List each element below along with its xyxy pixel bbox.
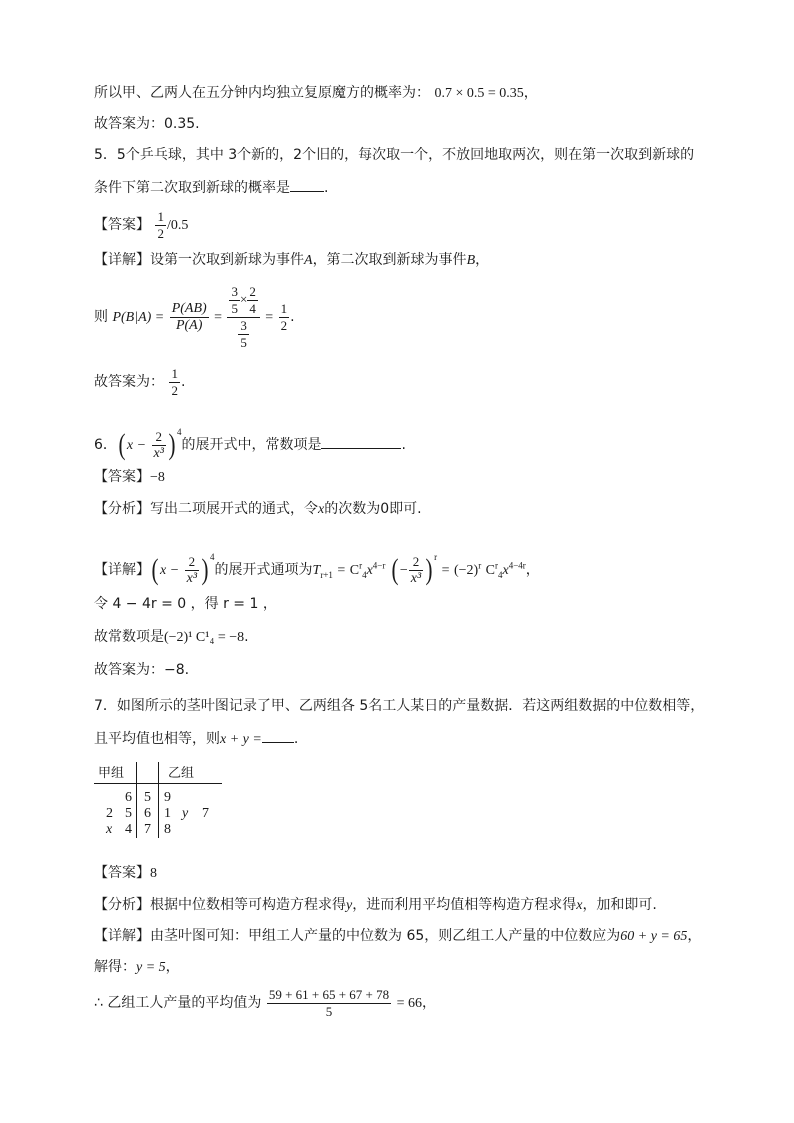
right-group-header: 乙组 <box>168 766 195 781</box>
fraction: $\frac{1}{2}$ <box>171 365 178 398</box>
q7-detail-line3: ∴ 乙组工人产量的平均值为 $\frac{59 + 61 + 65 + 67 + 78}{5}$ = 66， <box>94 986 436 1019</box>
answer-tag: 【答案】 <box>94 469 150 485</box>
right-divider <box>158 762 159 838</box>
answer-blank <box>321 434 401 449</box>
analysis-tag: 【分析】 <box>94 501 150 517</box>
compound-fraction: $\frac{3}{5}$ × $\frac{2}{4}$ $\frac{3}{5}$ <box>227 284 259 351</box>
q7-answer: 【答案】8 <box>94 865 157 881</box>
line-probability-result: 所以甲、乙两人在五分钟内均独立复原魔方的概率为： 0.7 × 0.5 = 0.35， <box>94 85 538 101</box>
q7-stem-line2: 且平均值也相等，则x + y = . <box>94 728 298 750</box>
q5-stem-line2: 条件下第二次取到新球的概率是 . <box>94 177 328 198</box>
stem: 5 <box>144 790 151 805</box>
q7-detail-line1: 【详解】由茎叶图可知：甲组工人产量的中位数为 65，则乙组工人产量的中位数应为60 + y = 65， <box>94 928 702 944</box>
q7-detail-line2: 解得：y = 5， <box>94 959 180 975</box>
leaf: x <box>106 822 113 837</box>
left-group-header: 甲组 <box>98 766 125 781</box>
leaf: 1 <box>164 806 171 821</box>
leaf: 7 <box>202 806 209 821</box>
q5-answer: 【答案】 $\frac{1}{2}$ /0.5 <box>94 208 189 241</box>
detail-tag: 【详解】 <box>94 562 150 578</box>
stem: 7 <box>144 822 151 837</box>
fraction: $\frac{1}{2}$ <box>157 208 164 241</box>
analysis-tag: 【分析】 <box>94 897 150 913</box>
answer-blank <box>290 177 324 192</box>
q6-answer: 【答案】−8 <box>94 469 165 485</box>
q7-analysis: 【分析】根据中位数相等可构造方程求得y，进而利用平均值相等构造方程求得x，加和即可. <box>94 897 657 913</box>
q6-equation: 令 4 − 4r = 0 ，得 r = 1 ， <box>94 596 277 612</box>
leaf: 6 <box>125 790 132 805</box>
leaf: 9 <box>164 790 171 805</box>
leaf: 4 <box>125 822 132 837</box>
fraction: $\frac{2}{\text{x³}}$ <box>410 553 422 586</box>
fraction: $\frac{2}{\text{x³}}$ <box>153 428 164 461</box>
fraction: $\frac{P(AB)}{P(A)}$ <box>171 300 207 333</box>
leaf: y <box>182 806 189 821</box>
q5-detail-formula: 则 P(B|A) = $\frac{P(AB)}{P(A)}$ = $\frac{3}{5}$ × $\frac{2}{4}$ $\frac{3}{5}$ = $\frac{1}{2}$ . <box>94 283 295 350</box>
line-answer-035: 故答案为：0.35. <box>94 116 200 132</box>
stem: 6 <box>144 806 151 821</box>
q6-stem: 6．( x − $\frac{2}{\text{x³}}$ ) $^4$的展开式中，常数项是 . <box>94 427 406 461</box>
q5-stem-line1: 5．5个乒乓球，其中 3个新的，2个旧的，每次取一个，不放回地取两次，则在第一次取到新球的 <box>94 147 695 163</box>
left-divider <box>136 762 137 838</box>
fraction: $\frac{2}{\text{x³}}$ <box>186 553 198 586</box>
answer-tag: 【答案】 <box>94 865 150 881</box>
q5-detail-line1: 【详解】设第一次取到新球为事件A，第二次取到新球为事件B， <box>94 252 490 268</box>
q6-final: 故答案为：−8. <box>94 662 190 678</box>
answer-blank <box>262 728 294 743</box>
q6-constant: 故常数项是(−2)¹ C¹₄ = −8. <box>94 629 249 645</box>
leaf: 2 <box>106 806 113 821</box>
detail-tag: 【详解】 <box>94 252 150 268</box>
detail-tag: 【详解】 <box>94 928 150 944</box>
q6-analysis: 【分析】写出二项展开式的通式，令x的次数为0即可. <box>94 501 422 517</box>
fraction: $\frac{59 + 61 + 65 + 67 + 78}{5}$ <box>268 986 390 1019</box>
q6-detail: 【详解】( x − $\frac{2}{\text{x³}}$ ) $^4$的展开式通项为$T_{r+1} = C^r_4x^{4-r}$ ( − $\frac{2}{\text{x³}}$ ) $^r = (-2)^r$ $C^r_4x^{4-4r}$， <box>94 552 540 586</box>
leaf: 5 <box>125 806 132 821</box>
leaf: 8 <box>164 822 171 837</box>
answer-tag: 【答案】 <box>94 217 150 233</box>
fraction: $\frac{1}{2}$ <box>280 300 288 333</box>
q7-stem-line1: 7．如图所示的茎叶图记录了甲、乙两组各 5名工人某日的产量数据．若这两组数据的中位数相等， <box>94 698 705 714</box>
stem-leaf-plot <box>94 762 234 842</box>
q5-final: 故答案为： $\frac{1}{2}$ . <box>94 365 186 398</box>
